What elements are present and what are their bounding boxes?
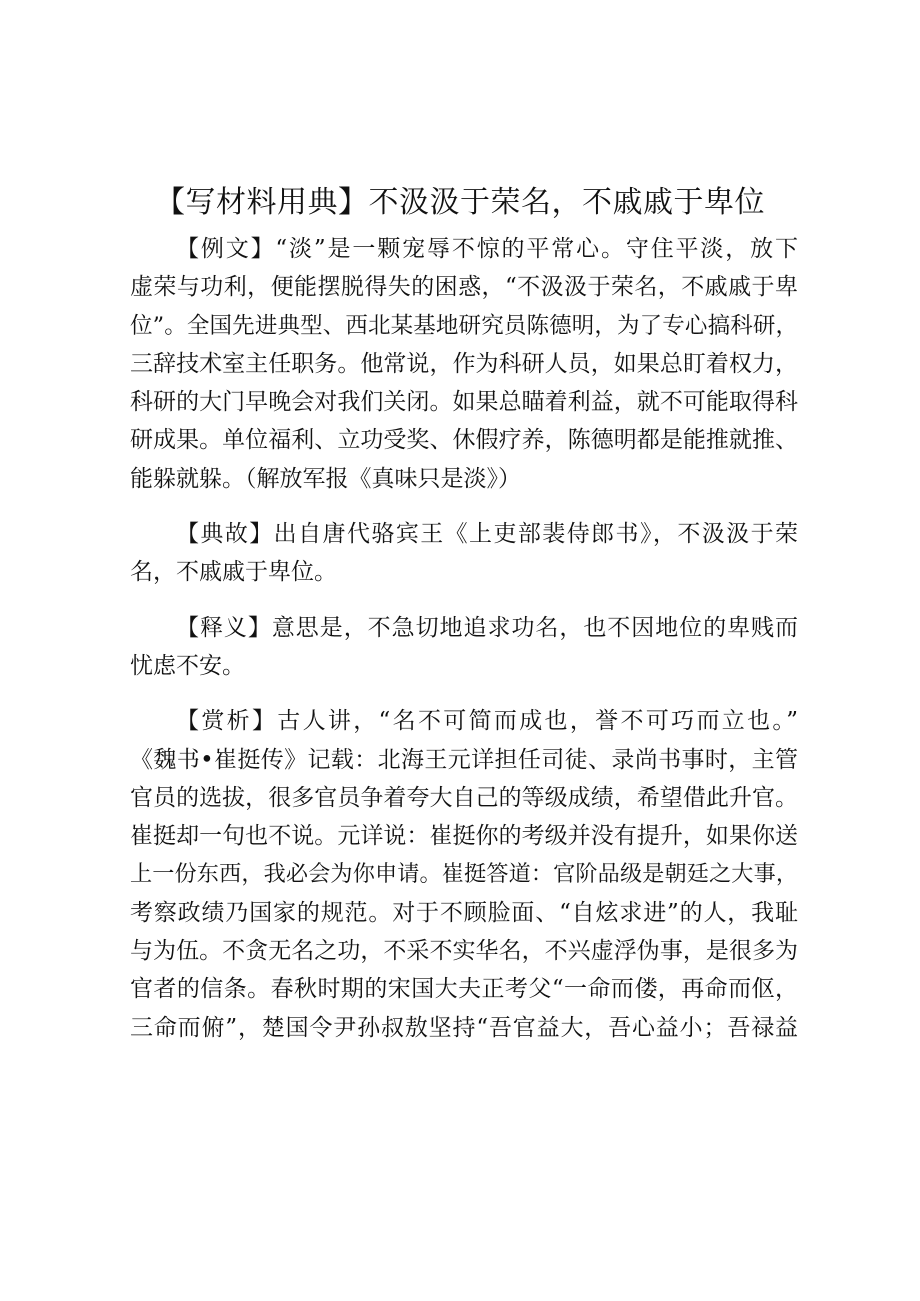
paragraph-gap — [130, 498, 798, 515]
document-body — [130, 230, 798, 1047]
text-line: 研成果。单位福利、立功受奖、休假疗养，陈德明都是能推就推、 — [130, 427, 798, 454]
text-line: 【释义】意思是，不急切地追求功名，也不因地位的卑贱而 — [176, 614, 798, 641]
text-line: 《魏书•崔挺传》记载：北海王元详担任司徒、录尚书事时，主管 — [130, 746, 798, 773]
text-line: 崔挺却一句也不说。元详说：崔挺你的考级并没有提升，如果你送 — [130, 823, 798, 850]
text-line: 考察政绩乃国家的规范。对于不顾脸面、“自炫求进”的人，我耻 — [130, 899, 798, 926]
paragraph-gap — [130, 685, 798, 702]
text-line: 【典故】出自唐代骆宾王《上吏部裴侍郎书》，不汲汲于荣 — [176, 521, 798, 548]
text-line: 三辞技术室主任职务。他常说，作为科研人员，如果总盯着权力， — [130, 350, 798, 377]
text-line: 上一份东西，我必会为你申请。崔挺答道：官阶品级是朝廷之大事， — [130, 861, 798, 888]
text-line: 能躲就躲。（解放军报《真味只是淡》） — [130, 465, 521, 492]
paragraph-appreciation — [130, 702, 798, 1047]
paragraph-example — [130, 230, 798, 498]
text-line: 官者的信条。春秋时期的宋国大夫正考父“一命而偻，再命而伛， — [130, 976, 798, 1003]
text-line: 位”。全国先进典型、西北某基地研究员陈德明，为了专心搞科研， — [130, 312, 798, 339]
text-line: 忧虑不安。 — [130, 652, 245, 679]
text-line: 与为伍。不贪无名之功，不采不实华名，不兴虚浮伪事，是很多为 — [130, 938, 798, 965]
text-line: 三命而俯”，楚国令尹孙叔敖坚持“吾官益大，吾心益小；吾禄益 — [130, 1014, 798, 1041]
text-line: 【例文】“淡”是一颗宠辱不惊的平常心。守住平淡，放下 — [176, 236, 798, 262]
text-line: 【赏析】古人讲，“名不可简而成也，誉不可巧而立也。” — [176, 708, 798, 735]
text-line: 名，不戚戚于卑位。 — [130, 559, 337, 586]
paragraph-allusion — [130, 515, 798, 592]
paragraph-meaning — [130, 609, 798, 686]
text-line: 虚荣与功利，便能摆脱得失的困惑，“不汲汲于荣名，不戚戚于卑 — [130, 274, 798, 301]
text-line: 官员的选拔，很多官员争着夸大自己的等级成绩，希望借此升官。 — [130, 784, 798, 811]
paragraph-gap — [130, 592, 798, 609]
text-line: 科研的大门早晚会对我们关闭。如果总瞄着利益，就不可能取得科 — [130, 389, 798, 416]
document-title: 【写材料用典】不汲汲于荣名，不戚戚于卑位 — [155, 185, 765, 220]
